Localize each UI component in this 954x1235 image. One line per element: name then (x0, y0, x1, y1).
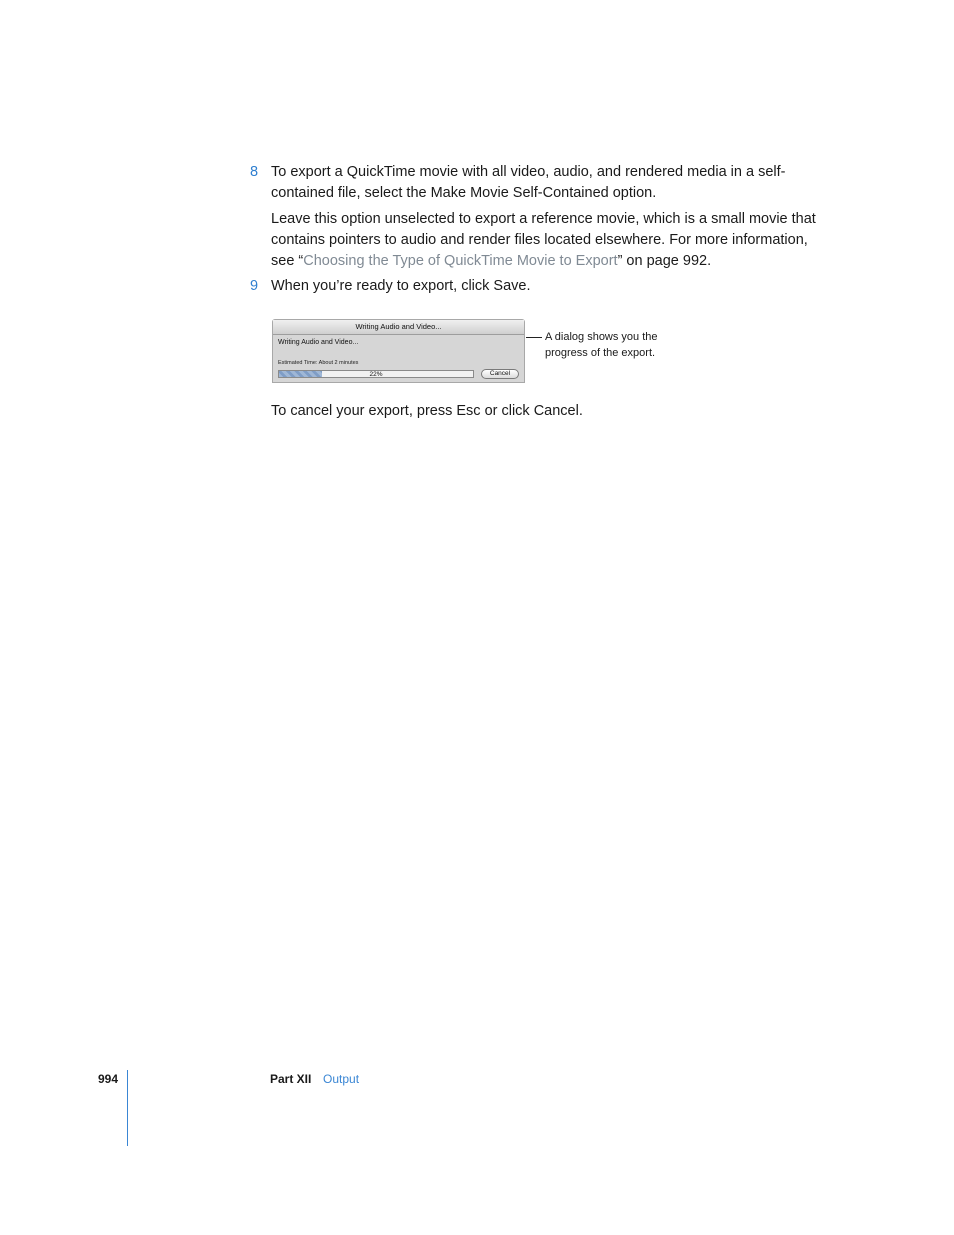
step-number: 8 (250, 164, 259, 180)
callout-line (526, 337, 542, 338)
page-number: 994 (98, 1072, 119, 1086)
step-text: When you’re ready to export, click Save. (271, 278, 531, 294)
progress-percent: 22% (369, 371, 383, 378)
progress-bar (278, 370, 474, 378)
footer-section-link[interactable]: Output (323, 1072, 360, 1086)
footer-rule (127, 1070, 128, 1146)
dialog-title: Writing Audio and Video... (273, 320, 524, 335)
estimated-time: Estimated Time: About 2 minutes (278, 360, 359, 366)
step-8-note (271, 209, 816, 272)
export-progress-dialog (272, 319, 525, 383)
note-text-after: ” on page 992. (617, 253, 712, 269)
step-number: 9 (250, 278, 259, 294)
footer-part: Part XII (270, 1072, 312, 1086)
note-text-before: Leave this option unselected to export a reference movie, which is a small movie that contains pointers to audio and render files located elsewhere. For more information, see “ (271, 211, 816, 269)
step-text: To export a QuickTime movie with all video, audio, and rendered media in a self-contained file, select the Make Movie Self-Contained option. (271, 164, 786, 201)
cross-reference-link[interactable]: Choosing the Type of QuickTime Movie to Export (303, 253, 618, 269)
cancel-button[interactable]: Cancel (481, 369, 519, 379)
closing-paragraph: To cancel your export, press Esc or click Cancel. (271, 403, 583, 419)
callout-text: A dialog shows you the progress of the export. (545, 331, 658, 359)
dialog-heading: Writing Audio and Video... (278, 339, 359, 346)
